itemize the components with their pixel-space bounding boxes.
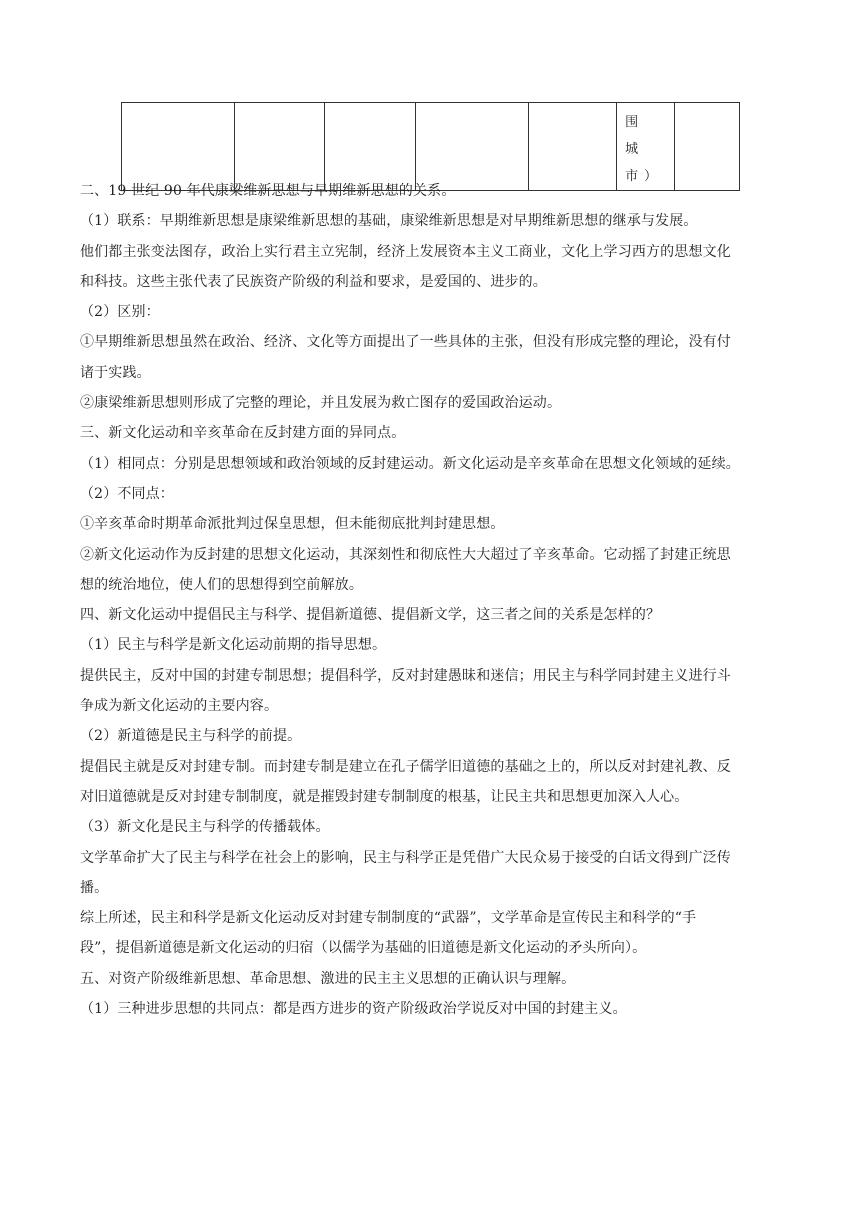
text-line: ②新文化运动作为反封建的思想文化运动，其深刻性和彻底性大大超过了辛亥革命。它动摇了封建正统思 [80, 546, 731, 563]
text-line: 提倡民主就是反对封建专制。而封建专制是建立在孔子儒学旧道德的基础之上的，所以反对封建礼教、反 [80, 758, 731, 775]
text-line: 对旧道德就是反对封建专制制度，就是摧毁封建专制制度的根基，让民主共和思想更加深入人心。 [80, 788, 689, 805]
table-cell: 围 城 市） [617, 103, 675, 191]
text-line: 想的统治地位，使人们的思想得到空前解放。 [80, 576, 363, 593]
text-line: ②康梁维新思想则形成了完整的理论，并且发展为救亡图存的爱国政治运动。 [80, 395, 562, 412]
text-line: ①辛亥革命时期革命派批判过保皇思想，但未能彻底批判封建思想。 [80, 516, 505, 533]
text-line: （1）相同点：分别是思想领域和政治领域的反封建运动。新文化运动是辛亥革命在思想文化领域的延续。 [80, 455, 740, 472]
text-line: 提供民主，反对中国的封建专制思想；提倡科学，反对封建愚昧和迷信；用民主与科学同封建主义进行斗 [80, 667, 731, 684]
text-line: 和科技。这些主张代表了民族资产阶级的利益和要求，是爱国的、进步的。 [80, 273, 547, 290]
text-line: 争成为新文化运动的主要内容。 [80, 698, 279, 715]
text-line: 播。 [80, 879, 109, 896]
document-body [80, 176, 780, 1024]
text-line: （2）区别： [80, 304, 160, 321]
section-heading: 四、新文化运动中提倡民主与科学、提倡新道德、提倡新文学，这三者之间的关系是怎样的？ [80, 607, 661, 624]
text-line: （1）民主与科学是新文化运动前期的指导思想。 [80, 637, 387, 654]
text-line: （1）联系：早期维新思想是康梁维新思想的基础，康梁维新思想是对早期维新思想的继承与发展。 [80, 213, 698, 230]
text-line: 诸于实践。 [80, 364, 151, 381]
text-line: （2）不同点： [80, 485, 174, 502]
section-heading: 二、19 世纪 90 年代康梁维新思想与早期维新思想的关系。 [80, 183, 456, 199]
text-line: （3）新文化是民主与科学的传播载体。 [80, 819, 330, 836]
text-line: 他们都主张变法图存，政治上实行君主立宪制，经济上发展资本主义工商业，文化上学习西方的思想文化 [80, 243, 731, 260]
text-line: （1）三种进步思想的共同点：都是西方进步的资产阶级政治学说反对中国的封建主义。 [80, 1001, 627, 1018]
text-line: 综上所述，民主和科学是新文化运动反对封建专制制度的“武器”，文学革命是宣传民主和科学的“手 [80, 910, 697, 927]
section-heading: 五、对资产阶级维新思想、革命思想、激进的民主主义思想的正确认识与理解。 [80, 970, 576, 987]
text-line: 文学革命扩大了民主与科学在社会上的影响，民主与科学正是凭借广大民众易于接受的白话文得到广泛传 [80, 849, 731, 866]
text-line: 段”，提倡新道德是新文化运动的归宿（以儒学为基础的旧道德是新文化运动的矛头所向）。 [80, 940, 647, 957]
text-line: （2）新道德是民主与科学的前提。 [80, 728, 302, 745]
section-heading: 三、新文化运动和辛亥革命在反封建方面的异同点。 [80, 425, 406, 442]
text-line: ①早期维新思想虽然在政治、经济、文化等方面提出了一些具体的主张，但没有形成完整的理论，没有付 [80, 334, 731, 351]
